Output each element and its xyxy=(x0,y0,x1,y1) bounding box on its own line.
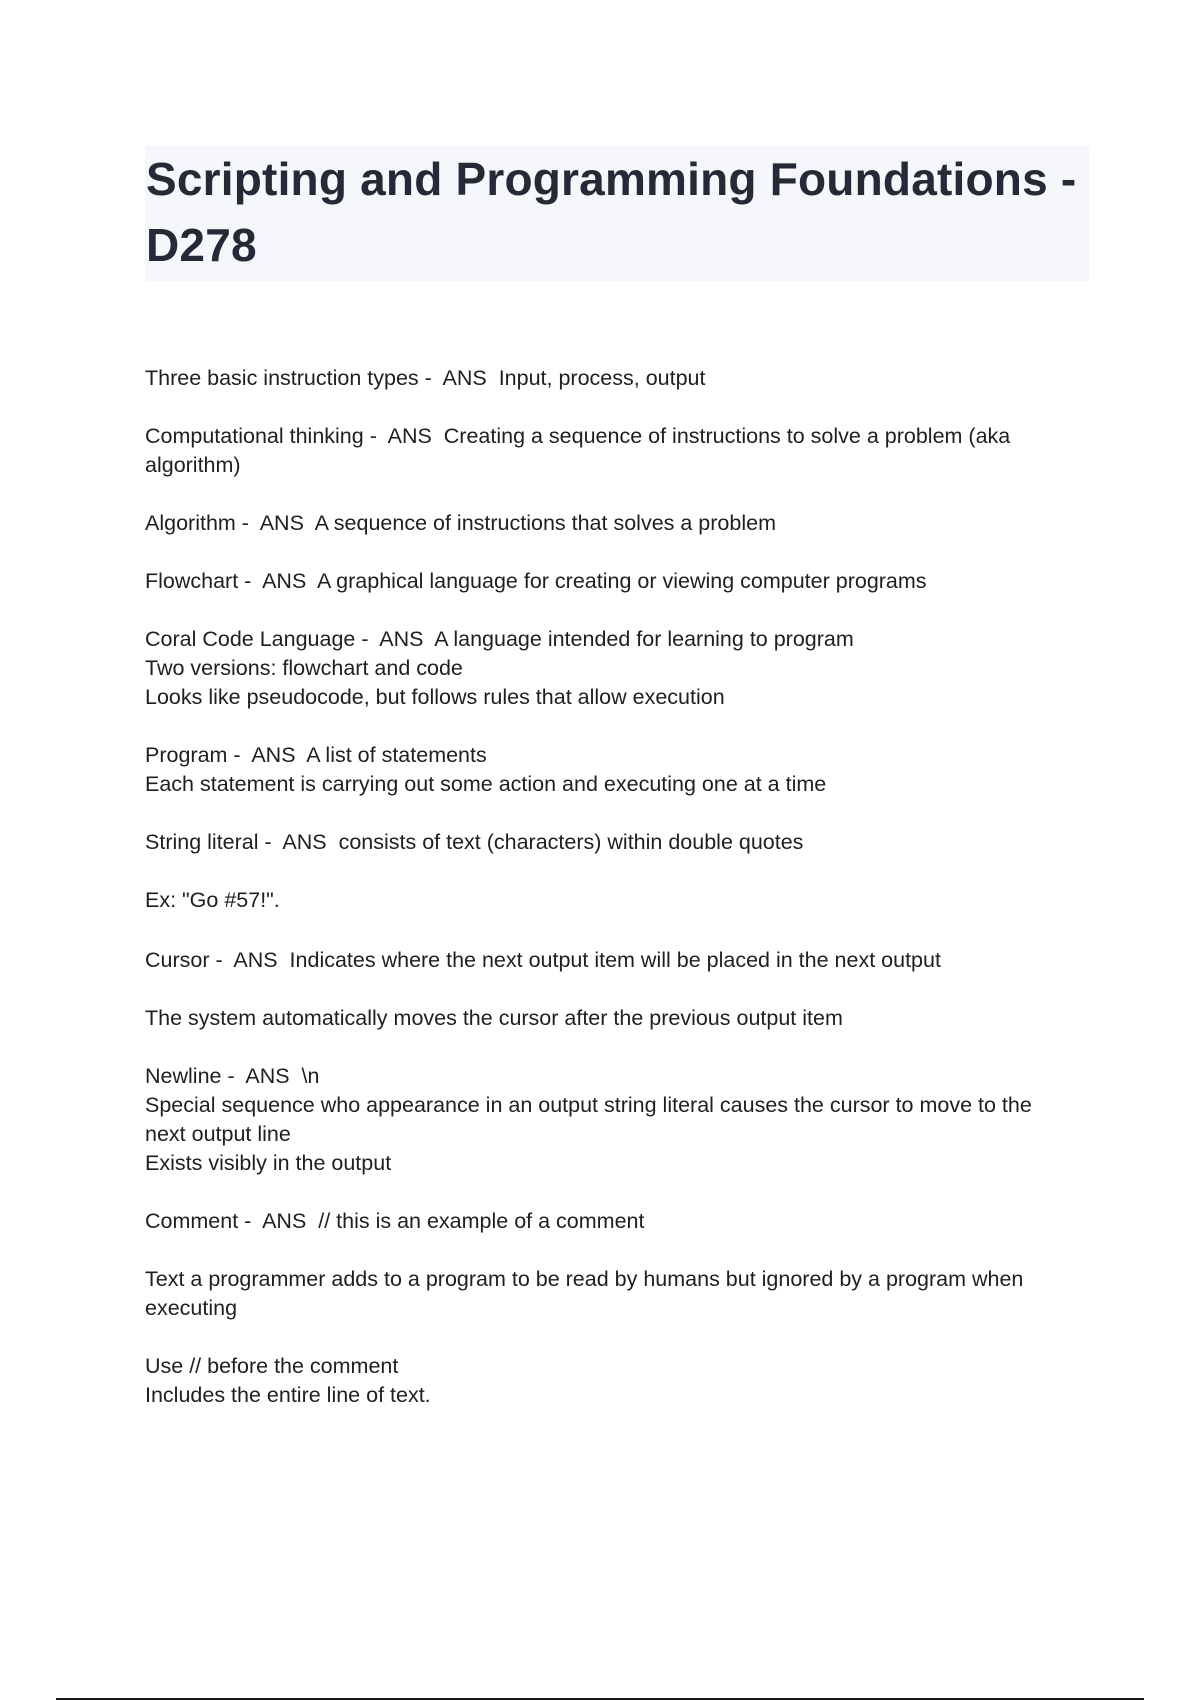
entry-line: Use // before the comment xyxy=(145,1354,399,1378)
qa-entry xyxy=(145,1062,1070,1178)
entry-line: Ex: "Go #57!". xyxy=(145,888,280,912)
document-title: Scripting and Programming Foundations - D278 xyxy=(146,153,1077,271)
entry-line: String literal - ANS consists of text (characters) within double quotes xyxy=(145,830,804,854)
entry-line: Comment - ANS // this is an example of a comment xyxy=(145,1209,645,1233)
entry-line: Includes the entire line of text. xyxy=(145,1383,431,1407)
qa-entry xyxy=(145,422,1070,480)
entry-line: Program - ANS A list of statements xyxy=(145,743,487,767)
entry-line: Coral Code Language - ANS A language intended for learning to program xyxy=(145,627,854,651)
entry-line: Newline - ANS \n xyxy=(145,1064,320,1088)
entry-line: The system automatically moves the cursor after the previous output item xyxy=(145,1006,843,1030)
entry-line: Each statement is carrying out some action and executing one at a time xyxy=(145,772,827,796)
qa-entry xyxy=(145,828,1070,857)
qa-entry xyxy=(145,1004,1070,1033)
entry-line: Computational thinking - ANS Creating a sequence of instructions to solve a problem (aka xyxy=(145,424,1011,448)
qa-entry xyxy=(145,741,1070,799)
qa-entry xyxy=(145,567,1070,596)
entry-line: Special sequence who appearance in an output string literal causes the cursor to move to the xyxy=(145,1093,1032,1117)
entry-line: executing xyxy=(145,1296,238,1320)
entry-line: algorithm) xyxy=(145,453,241,477)
entry-line: Cursor - ANS Indicates where the next output item will be placed in the next output xyxy=(145,948,941,972)
entry-line: Flowchart - ANS A graphical language for creating or viewing computer programs xyxy=(145,569,927,593)
qa-entry xyxy=(145,1207,1070,1236)
qa-entry xyxy=(145,946,1070,975)
qa-entry xyxy=(145,509,1070,538)
entry-line: Exists visibly in the output xyxy=(145,1151,392,1175)
qa-entry xyxy=(145,1352,1070,1410)
entry-line: Two versions: flowchart and code xyxy=(145,656,463,680)
document-body xyxy=(145,364,1070,1410)
qa-entry xyxy=(145,364,1070,393)
qa-entry xyxy=(145,886,1070,915)
entry-line: Three basic instruction types - ANS Input, process, output xyxy=(145,366,706,390)
qa-entry xyxy=(145,625,1070,712)
title-block xyxy=(145,146,1089,281)
entry-line: next output line xyxy=(145,1122,291,1146)
qa-entry xyxy=(145,1265,1070,1323)
entry-line: Looks like pseudocode, but follows rules that allow execution xyxy=(145,685,725,709)
entry-line: Algorithm - ANS A sequence of instructions that solves a problem xyxy=(145,511,776,535)
entry-line: Text a programmer adds to a program to be read by humans but ignored by a program when xyxy=(145,1267,1024,1291)
